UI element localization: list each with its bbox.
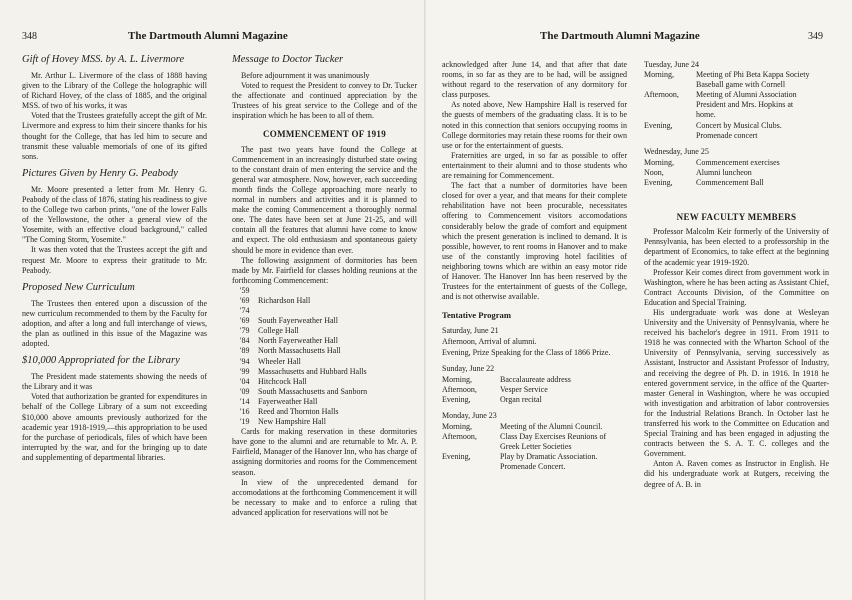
right-column-2	[644, 60, 829, 490]
list-item	[232, 367, 417, 377]
schedule-time: Evening,	[442, 394, 471, 404]
paragraph: The past two years have found the College at Commencement in an increasingly disturbed state owing to the constant drain of men entering the service and the general war atmosphere. Now, however, each succeeding month finds the College approaching more nearly to normal in numbers and activities and it is planned to make the coming Commencement a thoroughly normal one. The dates have been set at June 21-25, and will contain all the features that alumni have come to know and expect. The old enthusiasm and spontaneous gaiety should be more in evidence than ever.	[232, 144, 417, 255]
paragraph: The President made statements showing the needs of the Library and it was	[22, 372, 207, 392]
schedule-time: Afternoon,	[442, 432, 477, 442]
schedule-time: Evening,	[644, 178, 673, 188]
paragraph: The fact that a number of dormitories have been closed for over a year, and that means for their complete rehabilitation have not been procurable, necessitates offering to Commencement visitors accomodations considerably below the grade of comfort and equipment which the present generation is inclined to demand. It is possible, however, to rent rooms in Hanover and to make use of the constantly improving hotel facilities of neighboring towns which are within an easy motor ride of Hanover. The Hanover Inn has been reserved by the Trustees for the entertainment of guests of the College, and is not otherwise available.	[442, 181, 627, 302]
schedule-time: Morning,	[644, 157, 674, 167]
schedule-event: Meeting of Phi Beta Kappa Society Baseball game with Cornell	[696, 70, 810, 90]
page-number-left: 348	[22, 31, 37, 42]
paragraph: It was then voted that the Trustees accept the gift and request Mr. Moore to express their gratitude to Mr. Peabody.	[22, 245, 207, 275]
list-item	[232, 336, 417, 346]
schedule-time: Noon,	[644, 167, 664, 177]
list-item	[232, 316, 417, 326]
paragraph: Professor Malcolm Keir formerly of the University of Pennsylvania, has been elected to a professorship in the department of Economics, to take effect at the beginning of the academic year 1919-1920.	[644, 227, 829, 267]
reunion-year: '16	[240, 407, 250, 416]
schedule-event: Commencement exercises	[696, 157, 780, 167]
list-item	[232, 357, 417, 367]
schedule-event: Meeting of the Alumni Council.	[500, 422, 603, 432]
schedule-time: Evening,	[442, 452, 471, 462]
paragraph: In view of the unprecedented demand for accomodations at the forthcoming Commencement it will be necessary to make and to enforce a ruling that advanced application for reservations will not be	[232, 477, 417, 517]
list-item	[232, 296, 417, 306]
heading-message-tucker: Message to Doctor Tucker	[232, 54, 344, 65]
right-page	[426, 0, 852, 600]
day-sunday: Sunday, June 22	[442, 363, 495, 373]
schedule-time: Afternoon,	[644, 90, 679, 100]
paragraph: Voted that authorization be granted for expenditures in behalf of the College Library of a sum not exceeding $10,000 above amounts previously authorized for the academic year 1918-1919,—this appropriation to be used for the purchase of periodicals, files of which have been interrupted by the war, and for the bringing up to date and supplementing of departmental libraries.	[22, 392, 207, 462]
heading-library-appropriation: $10,000 Appropriated for the Library	[22, 355, 180, 367]
schedule-entry	[442, 385, 627, 395]
schedule-event: Play by Dramatic Association. Promenade Concert.	[500, 452, 598, 472]
paragraph: The following assignment of dormitories has been made by Mr. Fairfield for classes holding reunions at the forthcoming Commencement:	[232, 255, 417, 285]
schedule-entry	[442, 452, 627, 472]
paragraph: Voted to request the President to convey to Dr. Tucker the affectionate and continued appreciation by the Trustees of his great service to the College and of the inspiration which he has been to all of them.	[232, 81, 417, 121]
paragraph: Before adjournment it was unanimously	[241, 71, 370, 80]
schedule-entry	[442, 432, 627, 452]
reunion-year: '84	[240, 336, 250, 346]
list-item	[232, 417, 417, 427]
left-column-2	[232, 52, 417, 518]
heading-tentative-program: Tentative Program	[442, 310, 511, 321]
schedule-entry	[442, 422, 627, 432]
day-tuesday: Tuesday, June 24	[644, 60, 699, 69]
schedule-event: Class Day Exercises Reunions of Greek Letter Societies	[500, 432, 607, 452]
reunion-hall: South Fayerweather Hall	[258, 316, 338, 326]
paragraph: Fraternities are urged, in so far as possible to offer entertainment to their alumni and to those students who are remaining for Commencement.	[442, 150, 627, 181]
schedule-entry	[644, 178, 829, 188]
reunion-hall: Massachusetts and Hubbard Halls	[258, 366, 367, 376]
paragraph: His undergraduate work was done at Wesleyan University and the University of Pennsylvania, where he received his bachelor's degree in 1911. From 1911 to 1918 he was connected with the Wharton School of the University of Pennsylvania, serving successively as Assistant, Instructor and Assistant Professor of Industry, and receiving the degree of Ph. D. in 1916. In 1918 he entered government service, in the office of the Quarter-master General in Washington, where he was occupied with investigation and arbitration of labor controversies for the Industrial Relations Branch. In October last he transferred his work to the Committee on Education and Special Training and has been engaged in adjusting the contracts between the S. A. T. C. colleges and the Government.	[644, 307, 829, 459]
list-item	[232, 397, 417, 407]
schedule-time: Afternoon,	[442, 384, 477, 394]
heading-commencement-1919: COMMENCEMENT OF 1919	[263, 129, 386, 140]
schedule-event: Meeting of Alumni Association President and Mrs. Hopkins at home.	[696, 90, 797, 120]
list-item	[232, 286, 417, 296]
paragraph: The Trustees then entered upon a discussion of the new curriculum recommended to them by the Faculty for adoption, and after a long and full interchange of views, the plan as outlined in this issue of the Magazine was adopted.	[22, 298, 207, 349]
reunion-year: '14	[240, 396, 250, 406]
schedule-entry	[644, 70, 829, 90]
reunion-year: '69	[240, 295, 250, 305]
reunion-dormitory-list	[232, 286, 417, 427]
reunion-hall: College Hall	[258, 326, 299, 336]
reunion-hall: New Hampshire Hall	[258, 417, 326, 427]
schedule-event: Alumni luncheon	[696, 167, 752, 177]
day-monday: Monday, June 23	[442, 411, 497, 420]
schedule-entry: Afternoon, Arrival of alumni.	[442, 337, 537, 347]
paragraph: Mr. Arthur L. Livermore of the class of 1888 having given to the Library of the College the holographic will of Richard Hovey, of the class of 1885, and the original MSS. of two of his works, it was	[22, 71, 207, 111]
paragraph: As noted above, New Hampshire Hall is reserved for the guests of members of the graduating class. It is to be noted in this connection that seniors occupying rooms in College dormitories may retain these rooms for their own use or for the entertainment of guests.	[442, 100, 627, 150]
schedule-event: Vesper Service	[500, 384, 548, 394]
schedule-time: Morning,	[442, 422, 472, 432]
schedule-time: Evening,	[644, 120, 673, 130]
reunion-year: '94	[240, 356, 250, 366]
day-saturday: Saturday, June 21	[442, 326, 499, 336]
reunion-year: '74	[240, 306, 250, 316]
paragraph: Anton A. Raven comes as Instructor in English. He did his undergraduate work at Rutgers, receiving the degree of A. B. in	[644, 459, 829, 489]
heading-new-faculty: NEW FACULTY MEMBERS	[676, 212, 797, 223]
reunion-year: '99	[240, 366, 250, 376]
running-head-left: The Dartmouth Alumni Magazine	[128, 30, 288, 42]
heading-hovey-gift: Gift of Hovey MSS. by A. L. Livermore	[22, 54, 185, 65]
paragraph: Mr. Moore presented a letter from Mr. Henry G. Peabody of the class of 1876, stating his readiness to give to the College two carbon prints, "one of the lower Falls of the Yellowstone, the other a general view of the Yosemite, with an effective cloud background," called "The Coming Storm, Yosemite."	[22, 184, 207, 245]
list-item	[232, 346, 417, 356]
paragraph: Professor Keir comes direct from government work in Washington, where he has been acting as Assistant Chief, Contract Accounts Division, of the Committee on Education and Special Training.	[644, 267, 829, 307]
reunion-year: '19	[240, 417, 250, 427]
heading-peabody-pictures: Pictures Given by Henry G. Peabody	[22, 167, 178, 179]
reunion-hall: North Massachusetts Hall	[258, 346, 341, 356]
reunion-hall: Richardson Hall	[258, 295, 311, 305]
day-wednesday: Wednesday, June 25	[644, 146, 709, 156]
schedule-entry: Evening, Prize Speaking for the Class of 1866 Prize.	[442, 347, 611, 357]
reunion-year: '79	[240, 326, 250, 336]
schedule-event: Organ recital	[500, 394, 542, 404]
schedule-event: Commencement Ball	[696, 178, 764, 188]
reunion-year: '04	[240, 376, 250, 386]
reunion-hall: North Fayerweather Hall	[258, 336, 338, 346]
list-item	[232, 377, 417, 387]
schedule-time: Morning,	[442, 374, 472, 384]
reunion-hall: Fayerweather Hall	[258, 396, 318, 406]
left-column-1	[22, 52, 207, 463]
reunion-year: '59	[240, 285, 250, 295]
reunion-year: '69	[240, 316, 250, 326]
reunion-year: '09	[240, 386, 250, 396]
list-item	[232, 326, 417, 336]
reunion-hall: South Massachusetts and Sanborn	[258, 386, 368, 396]
schedule-entry	[644, 121, 829, 141]
schedule-entry	[644, 168, 829, 178]
schedule-entry	[644, 158, 829, 168]
reunion-year: '89	[240, 346, 250, 356]
schedule-entry	[442, 395, 627, 405]
page-number-right: 349	[808, 31, 823, 42]
paragraph: Voted that the Trustees gratefully accept the gift of Mr. Livermore and express to him their sincere thanks for his thought for the College, that has led him to secure and transmit these valuable memorials of one of its gifted sons.	[22, 111, 207, 161]
running-head-right: The Dartmouth Alumni Magazine	[540, 30, 700, 42]
paragraph: Cards for making reservation in these dormitories have gone to the alumni and are returnable to Mr. A. P. Fairfield, Manager of the Hanover Inn, who has charge of assigning dormitories and rooms for the Commencement season.	[232, 427, 417, 477]
schedule-entry	[644, 90, 829, 120]
list-item	[232, 306, 417, 316]
reunion-hall: Wheeler Hall	[258, 356, 301, 366]
reunion-hall: Reed and Thornton Halls	[258, 407, 339, 416]
schedule-event: Baccalaureate address	[500, 374, 571, 384]
schedule-entry	[442, 375, 627, 385]
right-column-1	[442, 60, 627, 473]
schedule-time: Morning,	[644, 70, 674, 80]
list-item	[232, 387, 417, 397]
list-item	[232, 407, 417, 417]
paragraph: acknowledged after June 14, and that after that date rooms, in so far as they are to be had, will be assigned without regard to the reservation of any dormitory for class purposes.	[442, 60, 627, 100]
reunion-hall: Hitchcock Hall	[258, 376, 307, 386]
schedule-event: Concert by Musical Clubs. Promenade concert	[696, 120, 782, 140]
heading-new-curriculum: Proposed New Curriculum	[22, 281, 135, 293]
